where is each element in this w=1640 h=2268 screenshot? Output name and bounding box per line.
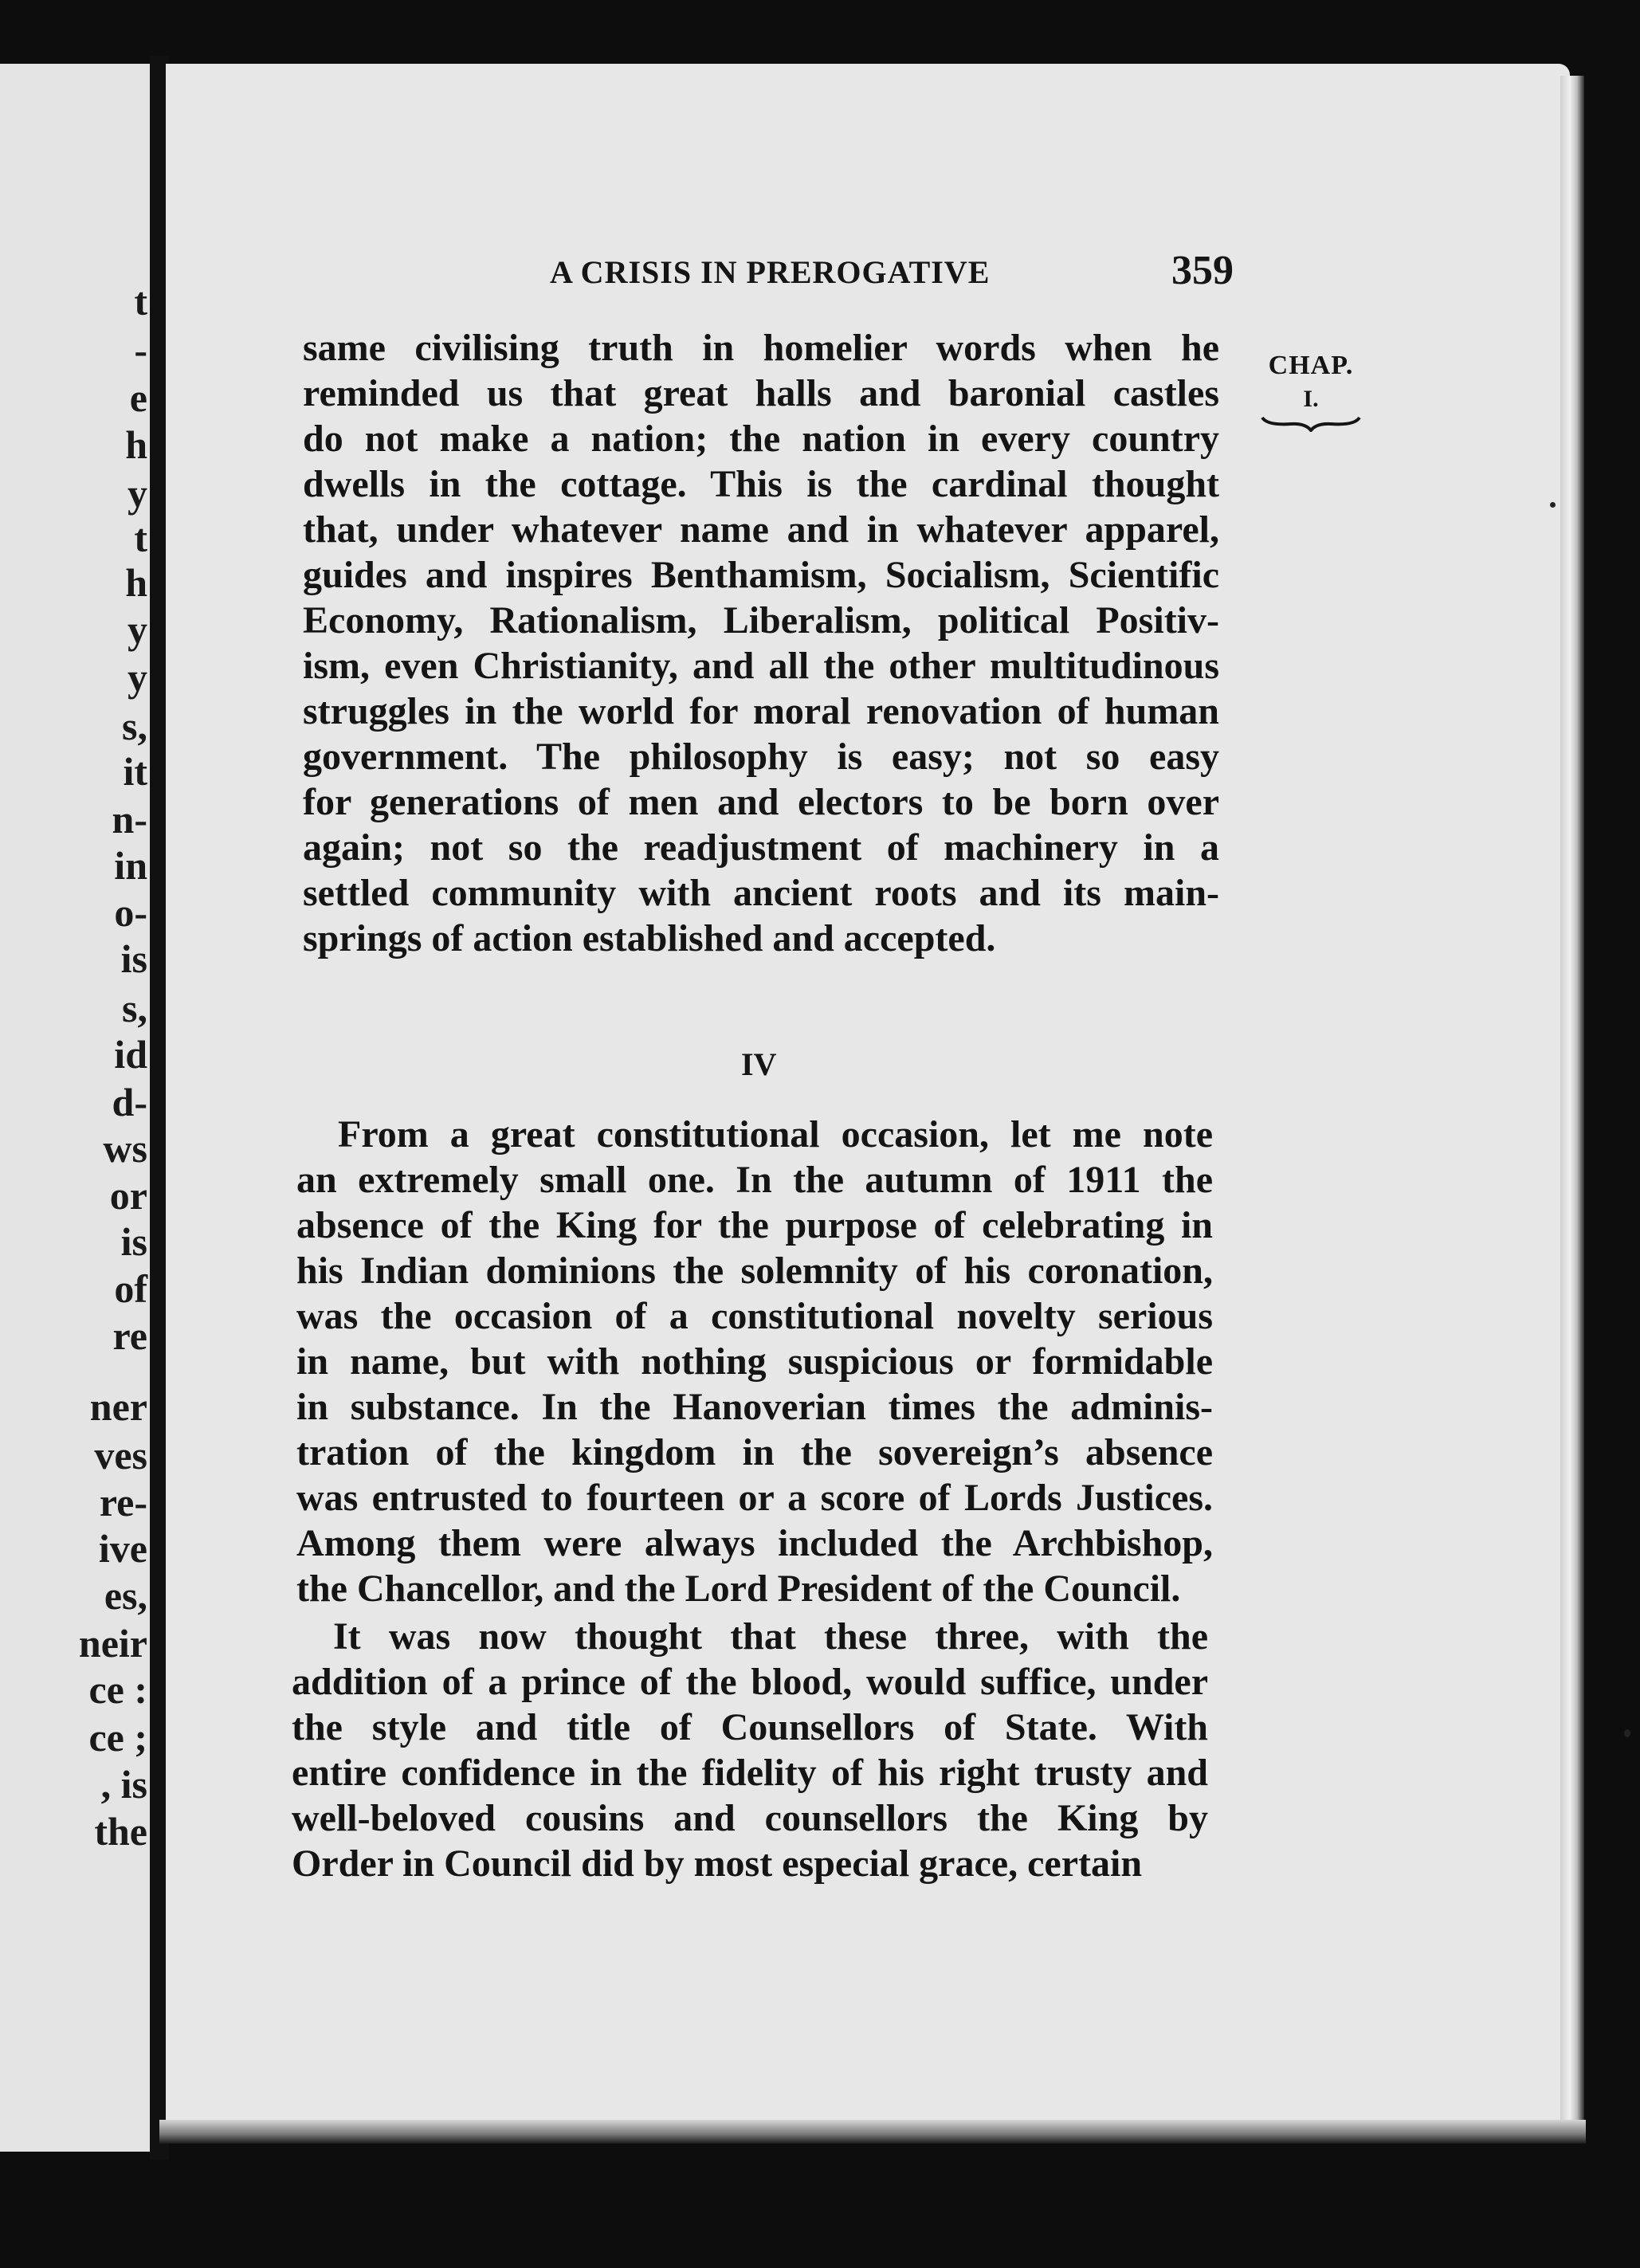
left-page-text-fragment: in <box>114 843 147 888</box>
section-heading: IV <box>741 1046 777 1082</box>
left-page-text-fragment: is <box>120 936 147 981</box>
left-page-text-fragment: id <box>114 1032 147 1077</box>
text-line: settled community with ancient roots and its main- <box>303 872 1219 914</box>
left-page-text-fragment: d- <box>112 1080 147 1124</box>
left-page-text-fragment: e <box>129 375 147 420</box>
left-page-text-fragment: or <box>109 1173 147 1218</box>
text-line: same civilising truth in homelier words when he <box>303 327 1219 369</box>
left-page-text-fragment: ves <box>94 1433 147 1477</box>
left-page-text-fragment: ive <box>98 1526 147 1571</box>
left-page-text-fragment: y <box>128 471 147 516</box>
left-page-text-fragment: ner <box>89 1384 147 1429</box>
left-page-text-fragment: h <box>125 422 147 467</box>
dust-speck <box>1550 502 1556 508</box>
text-line: well-beloved cousins and counsellors the King by <box>292 1797 1208 1839</box>
text-line: was entrusted to fourteen or a score of Lords Justices. <box>296 1477 1213 1519</box>
left-page-fragment <box>0 64 155 2152</box>
page-bottom-edge <box>159 2120 1586 2144</box>
text-line: do not make a nation; the nation in every country <box>303 418 1219 460</box>
left-page-text-fragment: neir <box>78 1621 147 1666</box>
text-line: entire confidence in the fidelity of his right trusty and <box>292 1752 1208 1794</box>
left-page-text-fragment: it <box>123 749 147 794</box>
brace-ornament-icon <box>1259 414 1363 432</box>
margin-note <box>1259 351 1363 432</box>
text-line: the Chancellor, and the Lord President of the Council. <box>296 1568 1181 1610</box>
paragraph-section-iv <box>296 1112 1213 1611</box>
left-page-text-fragment: is <box>120 1219 147 1264</box>
page-edge <box>1560 76 1584 2132</box>
text-line: government. The philosophy is easy; not so easy <box>303 736 1219 778</box>
text-line: was the occasion of a constitutional novelty serious <box>296 1295 1213 1337</box>
left-page-text-fragment: y <box>128 607 147 652</box>
left-page-text-fragment: - <box>134 328 147 372</box>
text-line: reminded us that great halls and baronial castles <box>303 372 1219 414</box>
left-page-text-fragment: n- <box>112 797 147 842</box>
left-page-text-fragment: ce : <box>88 1667 147 1712</box>
left-page-text-fragment: re- <box>99 1480 147 1524</box>
left-page-text-fragment: ce ; <box>88 1715 147 1760</box>
text-line: addition of a prince of the blood, would suffice, under <box>292 1661 1208 1703</box>
running-head: A CRISIS IN PREROGATIVE <box>550 254 991 290</box>
text-line: an extremely small one. In the autumn of 1911 the <box>296 1159 1213 1201</box>
text-line: again; not so the readjustment of machinery in a <box>303 826 1219 869</box>
margin-chap-number: I. <box>1303 386 1319 412</box>
left-page-text-fragment: t <box>134 279 147 324</box>
text-line: Among them were always included the Archbishop, <box>296 1522 1213 1564</box>
text-line: in substance. In the Hanoverian times the adminis- <box>296 1386 1213 1428</box>
left-page-text-fragment: ws <box>103 1126 147 1171</box>
text-line: in name, but with nothing suspicious or formidable <box>296 1340 1213 1383</box>
left-page-text-fragment: s, <box>122 986 147 1030</box>
left-page-text-fragment: h <box>125 560 147 605</box>
paragraph-counsellors <box>292 1614 1208 1886</box>
text-line: Economy, Rationalism, Liberalism, political Positiv- <box>303 599 1219 642</box>
text-line: struggles in the world for moral renovation of human <box>303 690 1219 732</box>
text-line: From a great constitutional occasion, let me note <box>338 1113 1213 1156</box>
left-page-text-fragment: t <box>134 516 147 560</box>
text-line: absence of the King for the purpose of celebrating in <box>296 1204 1213 1246</box>
text-line: for generations of men and electors to be born over <box>303 781 1219 823</box>
left-page-text-fragment: , is <box>100 1762 147 1807</box>
left-page-text-fragment: of <box>114 1266 147 1311</box>
margin-chap-label: CHAP. <box>1268 351 1354 380</box>
text-line: his Indian dominions the solemnity of his coronation, <box>296 1250 1213 1292</box>
text-line: the style and title of Counsellors of State. With <box>292 1706 1208 1748</box>
left-page-text-fragment: o- <box>114 890 147 935</box>
text-line: that, under whatever name and in whatever apparel, <box>303 508 1219 551</box>
left-page-text-fragment: y <box>128 655 147 700</box>
paragraph-continuation <box>303 325 1219 961</box>
text-line: It was now thought that these three, with the <box>333 1615 1208 1658</box>
text-line: springs of action established and accepted. <box>303 917 996 959</box>
text-line: Order in Council did by most especial grace, certain <box>292 1842 1143 1885</box>
dust-speck <box>1624 1729 1630 1737</box>
left-page-text-fragment: s, <box>122 704 147 748</box>
left-page-text-fragment: re <box>112 1313 147 1358</box>
page-number: 359 <box>1171 248 1234 293</box>
left-page-text-fragment: es, <box>104 1573 147 1618</box>
left-page-text-fragment: the <box>94 1809 147 1854</box>
text-line: tration of the kingdom in the sovereign’s absence <box>296 1431 1213 1473</box>
text-line: ism, even Christianity, and all the other multitudinous <box>303 645 1219 687</box>
text-line: dwells in the cottage. This is the cardinal thought <box>303 463 1219 505</box>
text-line: guides and inspires Benthamism, Socialism, Scientific <box>303 554 1219 596</box>
